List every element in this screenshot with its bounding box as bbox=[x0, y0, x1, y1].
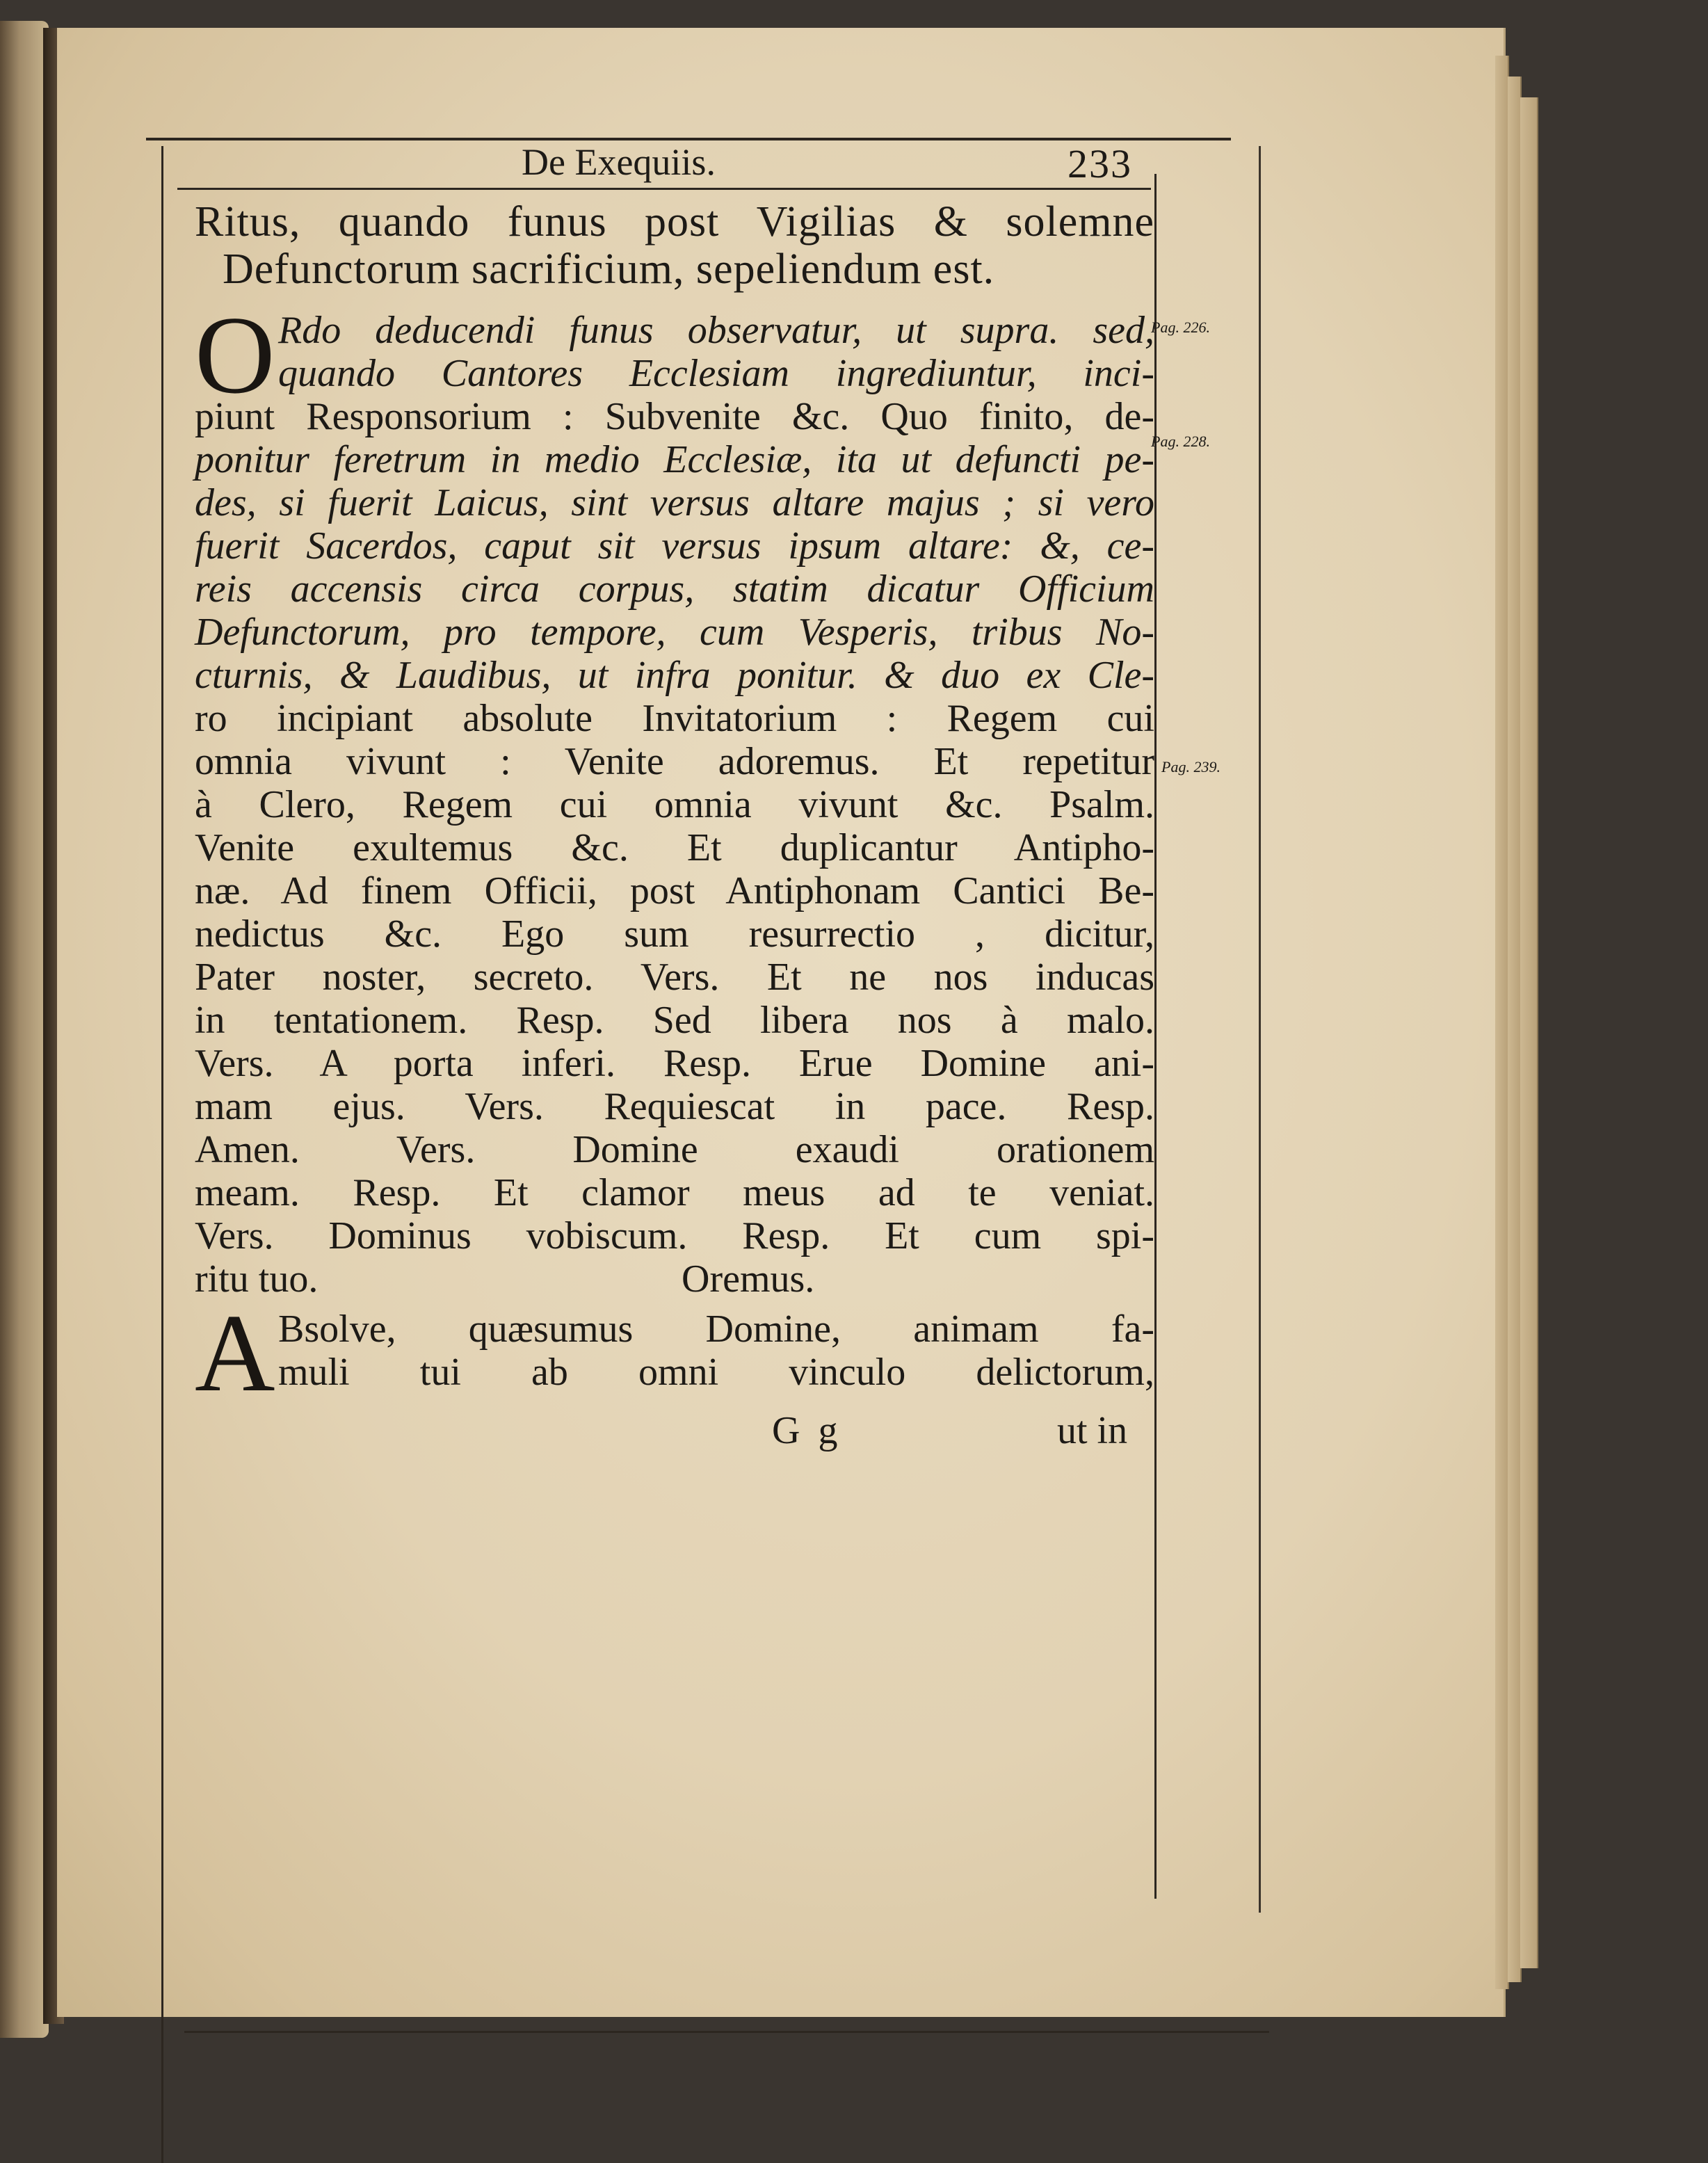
running-head bbox=[0, 139, 1708, 188]
text-line: cturnis, & Laudibus, ut infra ponitur. & duo ex Cle- bbox=[195, 654, 1154, 697]
section-title-line: Defunctorum sacrificium, sepeliendum est. bbox=[223, 246, 995, 293]
text-line: Vers. Dominus vobiscum. Resp. Et cum spi- bbox=[195, 1214, 1154, 1257]
text-line: fuerit Sacerdos, caput sit versus ipsum altare: &, ce- bbox=[195, 524, 1154, 568]
text-line: des, si fuerit Laicus, sint versus altare majus ; si vero bbox=[195, 481, 1154, 524]
text-line: Pater noster, secreto. Vers. Et ne nos inducas bbox=[195, 956, 1154, 999]
text-line: Bsolve, quæsumus Domine, animam fa- bbox=[278, 1308, 1154, 1351]
drop-cap: A bbox=[195, 1291, 275, 1415]
signature-mark: G g bbox=[772, 1409, 842, 1452]
text-line: piunt Responsorium : Subvenite &c. Quo finito, de- bbox=[195, 395, 1154, 438]
left-page-edge bbox=[0, 21, 49, 2038]
text-line: mam ejus. Vers. Requiescat in pace. Resp. bbox=[195, 1085, 1154, 1128]
margin-ref: Pag. 228. bbox=[1151, 433, 1210, 450]
page-edges bbox=[1495, 56, 1509, 1989]
drop-cap: O bbox=[195, 293, 275, 417]
section-title bbox=[195, 198, 1154, 293]
page-number: 233 bbox=[1068, 141, 1132, 186]
text-line: ponitur feretrum in medio Ecclesiæ, ita ut defuncti pe- bbox=[195, 438, 1154, 481]
oremus-heading: Oremus. bbox=[682, 1257, 815, 1301]
text-line: ritu tuo. bbox=[195, 1257, 319, 1301]
running-head-title: De Exequiis. bbox=[522, 141, 716, 183]
text-line: Rdo deducendi funus observatur, ut supra. sed, bbox=[278, 309, 1154, 352]
head-rule bbox=[177, 188, 1151, 190]
left-frame-rule bbox=[161, 146, 163, 2163]
text-line: reis accensis circa corpus, statim dicatur Officium bbox=[195, 568, 1154, 611]
text-line: ro incipiant absolute Invitatorium : Regem cui bbox=[195, 697, 1154, 740]
text-line: Venite exultemus &c. Et duplicantur Antipho- bbox=[195, 826, 1154, 869]
bottom-rule bbox=[184, 2031, 1269, 2033]
text-line: Vers. A porta inferi. Resp. Erue Domine ani- bbox=[195, 1042, 1154, 1085]
text-line: Defunctorum, pro tempore, cum Vesperis, tribus No- bbox=[195, 611, 1154, 654]
text-line: meam. Resp. Et clamor meus ad te veniat. bbox=[195, 1171, 1154, 1214]
text-line: in tentationem. Resp. Sed libera nos à malo. bbox=[195, 999, 1154, 1042]
text-line: muli tui ab omni vinculo delictorum, bbox=[278, 1351, 1154, 1394]
text-line: nedictus &c. Ego sum resurrectio , dicitur, bbox=[195, 912, 1154, 956]
catchword: ut in bbox=[1057, 1409, 1128, 1452]
text-line: næ. Ad finem Officii, post Antiphonam Cantici Be- bbox=[195, 869, 1154, 912]
margin-ref: Pag. 226. bbox=[1151, 319, 1210, 336]
page-edges bbox=[1508, 77, 1522, 1982]
text-line: quando Cantores Ecclesiam ingrediuntur, inci- bbox=[278, 352, 1154, 395]
text-line: Amen. Vers. Domine exaudi orationem bbox=[195, 1128, 1154, 1171]
text-line: à Clero, Regem cui omnia vivunt &c. Psalm. bbox=[195, 783, 1154, 826]
margin-ref: Pag. 239. bbox=[1161, 758, 1220, 775]
section-title-line: Ritus, quando funus post Vigilias & solemne bbox=[195, 198, 1154, 246]
outer-margin-rule bbox=[1259, 146, 1261, 1913]
text-line: omnia vivunt : Venite adoremus. Et repetitur bbox=[195, 740, 1154, 783]
page-edges bbox=[1520, 97, 1538, 1968]
